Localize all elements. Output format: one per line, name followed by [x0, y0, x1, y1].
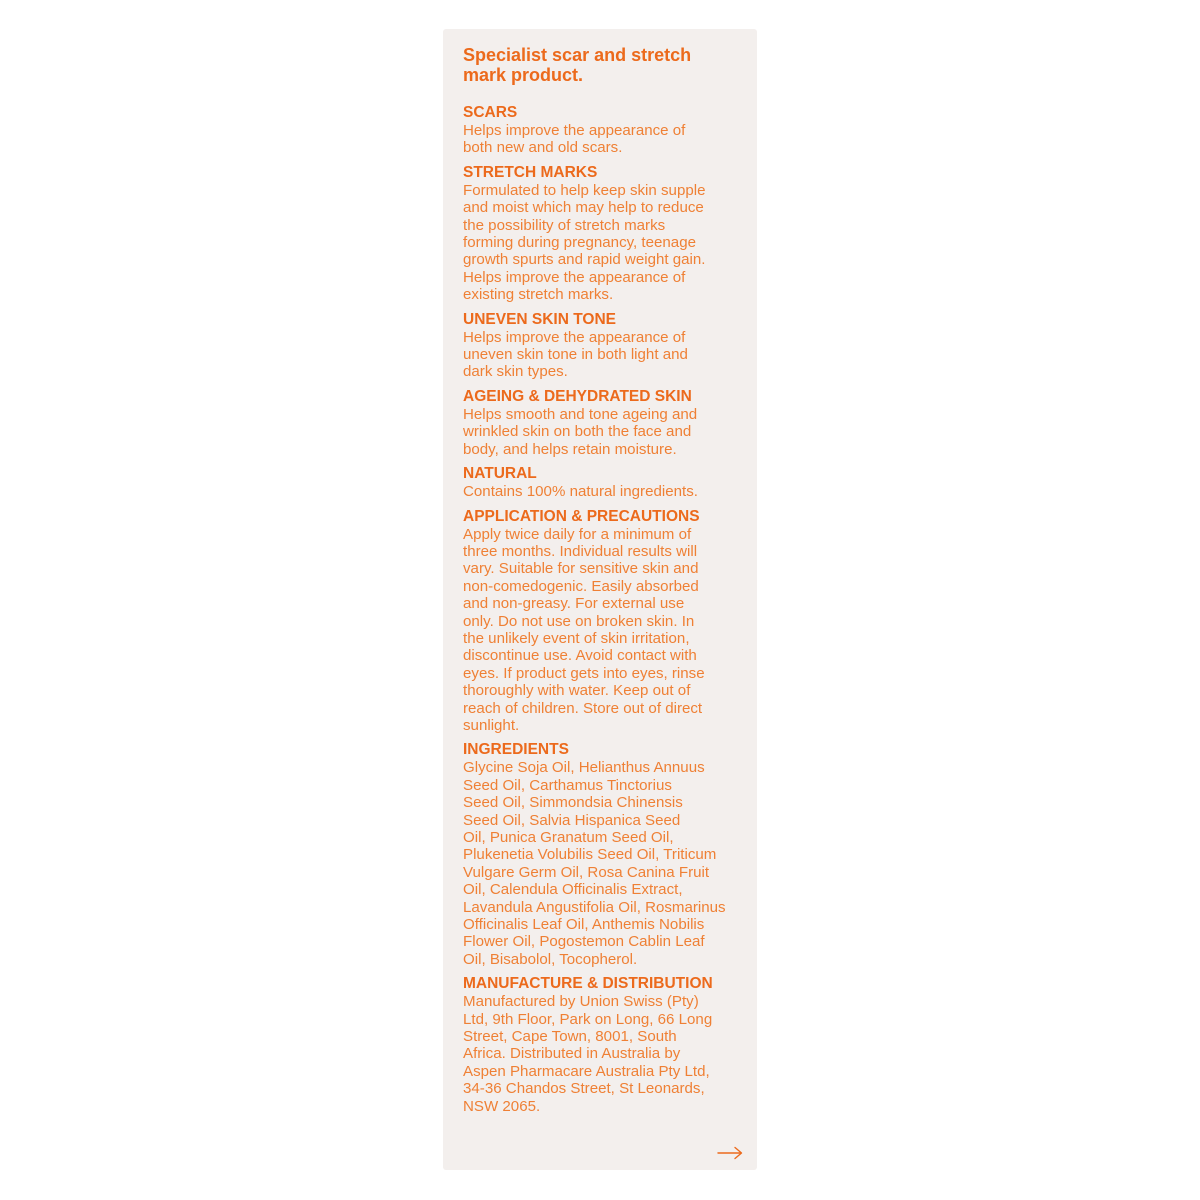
section-body: Formulated to help keep skin supple and moist which may help to reduce the possibility of stretch marks forming during pregnancy, teenage growth spurts and rapid weight gain. Helps improve the appearance of existing stretch marks. — [463, 181, 706, 304]
section-body: Manufactured by Union Swiss (Pty) Ltd, 9th Floor, Park on Long, 66 Long Street, Cape Town, 8001, South Africa. Distributed in Australia by Aspen Pharmacare Australia Pty Ltd, 34-36 Chandos Street, St Leonards, NSW 2065. — [463, 993, 713, 1115]
section-title: APPLICATION & PRECAUTIONS — [463, 507, 700, 525]
section-body: Helps smooth and tone ageing and wrinkled skin on both the face and body, and helps retain moisture. — [463, 405, 698, 458]
section-title: SCARS — [463, 104, 518, 121]
section-title: INGREDIENTS — [463, 741, 569, 759]
section-title: NATURAL — [463, 465, 537, 483]
section-ingredients — [463, 741, 743, 968]
product-info-panel — [443, 29, 757, 1170]
section-title: AGEING & DEHYDRATED SKIN — [463, 387, 692, 405]
section-ageing-dehydrated-skin — [463, 388, 743, 458]
section-application-precautions — [463, 508, 743, 735]
section-body: Helps improve the appearance of uneven skin tone in both light and dark skin types. — [463, 328, 688, 381]
section-title: MANUFACTURE & DISTRIBUTION — [463, 975, 713, 993]
headline: Specialist scar and stretch mark product. — [463, 45, 692, 85]
arrow-right-icon — [717, 1146, 743, 1160]
section-stretch-marks — [463, 164, 743, 304]
section-scars — [463, 104, 743, 157]
section-title: UNEVEN SKIN TONE — [463, 310, 617, 328]
section-manufacture-distribution — [463, 975, 743, 1115]
section-uneven-skin-tone — [463, 311, 743, 381]
section-body: Glycine Soja Oil, Helianthus Annuus Seed Oil, Carthamus Tinctorius Seed Oil, Simmondsia Chinensis Seed Oil, Salvia Hispanica Seed Oil, Punica Granatum Seed Oil, Plukenetia Volubilis Seed Oil, Triticum Vulgare Germ Oil, Rosa Canina Fruit Oil, Calendula Officinalis Extract, Lavandula Angustifolia Oil, Rosmarinus Officinalis Leaf Oil, Anthemis Nobilis Flower Oil, Pogostemon Cablin Leaf Oil, Bisabolol, Tocopherol. — [463, 759, 726, 968]
section-natural — [463, 465, 743, 500]
section-body: Helps improve the appearance of both new and old scars. — [463, 122, 686, 157]
section-title: STRETCH MARKS — [463, 163, 598, 181]
section-body: Contains 100% natural ingredients. — [463, 483, 698, 501]
section-body: Apply twice daily for a minimum of three months. Individual results will vary. Suitable for sensitive skin and non-comedogenic. Easily absorbed and non-greasy. For external use only. Do not use on broken skin. In the unlikely event of skin irritation, discontinue use. Avoid contact with eyes. If product gets into eyes, rinse thoroughly with water. Keep out of reach of children. Store out of direct sunlight. — [463, 525, 705, 734]
